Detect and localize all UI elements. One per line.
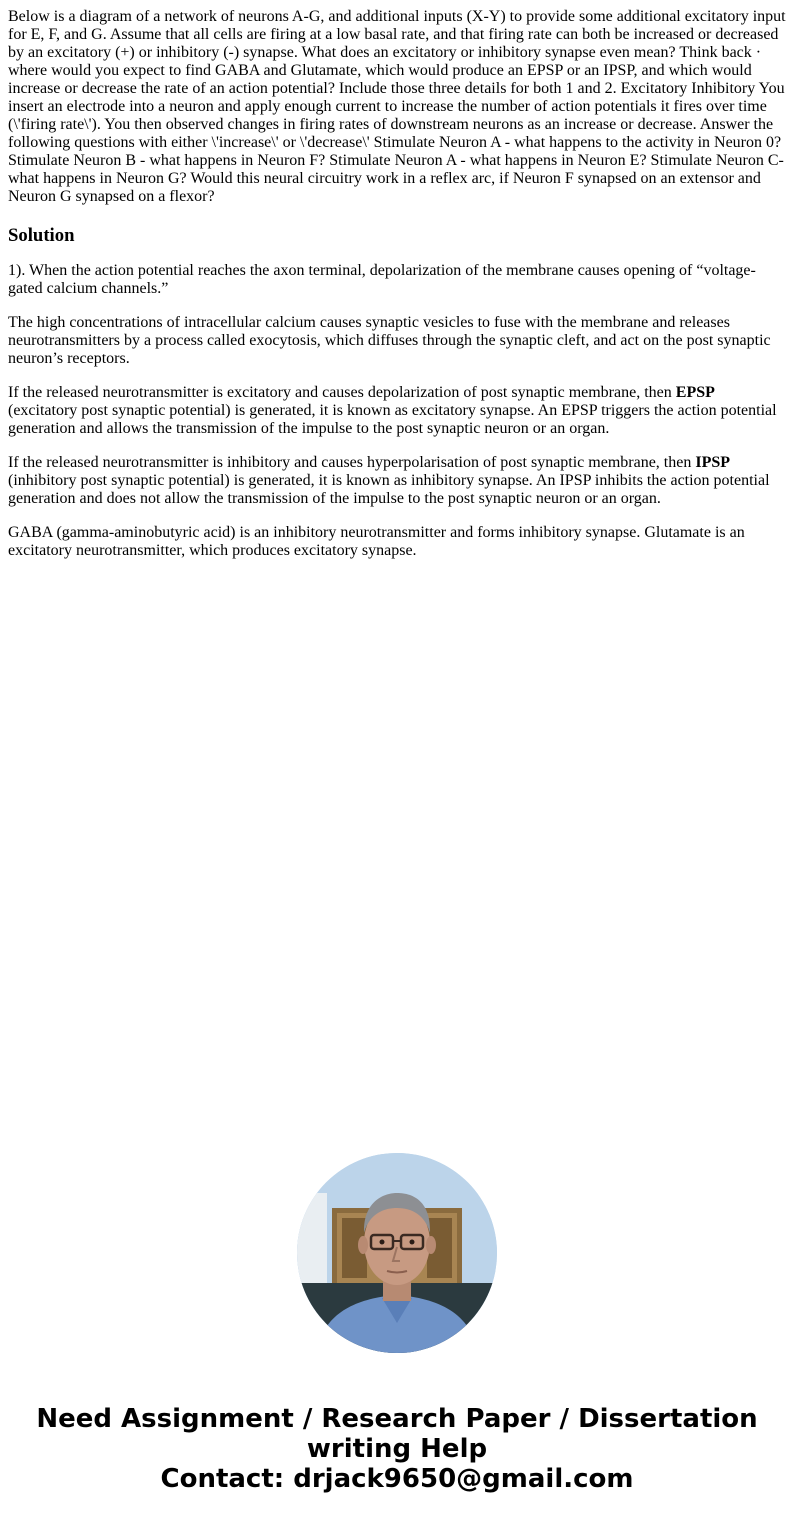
paragraph-text: (inhibitory post synaptic potential) is generated, it is known as inhibitory synapse. An IPSP inhibits the action potential generation and does not allow the transmission of the impulse to the post synaptic neuron or an organ. xyxy=(8,472,770,507)
paragraph-text: (excitatory post synaptic potential) is generated, it is known as excitatory synapse. An EPSP triggers the action potential generation and allows the transmission of the impulse to the post synaptic neuron or an organ. xyxy=(8,402,777,437)
solution-paragraph-2: The high concentrations of intracellular calcium causes synaptic vesicles to fuse with the membrane and releases neurotransmitters by a process called exocytosis, which diffuses through the synaptic cleft, and act on the post synaptic neuron’s receptors. xyxy=(8,314,771,367)
epsp-term: EPSP xyxy=(675,384,715,401)
promo-line-1: Need Assignment / Research Paper / Dissertation xyxy=(36,1404,758,1434)
tutor-portrait-icon xyxy=(297,1153,497,1353)
solution-paragraph-3 xyxy=(8,384,786,438)
ipsp-term: IPSP xyxy=(695,454,731,471)
solution-heading: Solution xyxy=(8,225,75,246)
document-body xyxy=(8,8,786,560)
solution-paragraph-4 xyxy=(8,454,786,508)
question-text: Below is a diagram of a network of neurons A-G, and additional inputs (X-Y) to provide some additional excitatory input for E, F, and G. Assume that all cells are firing at a low basal rate, and that firing rate can both be increased or decreased by an excitatory (+) or inhibitory (-) synapse. What does an excitatory or inhibitory synapse even mean? Think back · where would you expect to find GABA and Glutamate, which would produce an EPSP or an IPSP, and which would increase or decrease the rate of an action potential? Include those three details for both 1 and 2. Excitatory Inhibitory You insert an electrode into a neuron and apply enough current to increase the number of action potentials it fires over time (\'firing rate\'). You then observed changes in firing rates of downstream neurons as an increase or decrease. Answer the following questions with either \'increase\' or \'decrease\' Stimulate Neuron A - what happens to the activity in Neuron 0? Stimulate Neuron B - what happens in Neuron F? Stimulate Neuron A - what happens in Neuron E? Stimulate Neuron C- what happens in Neuron G? Would this neural circuitry work in a reflex arc, if Neuron F synapsed on an extensor and Neuron G synapsed on a flexor? xyxy=(8,8,786,205)
promo-banner xyxy=(0,1404,794,1494)
solution-paragraph-5: GABA (gamma-aminobutyric acid) is an inhibitory neurotransmitter and forms inhibitory synapse. Glutamate is an excitatory neurotransmitter, which produces excitatory synapse. xyxy=(8,524,745,559)
promo-contact: Contact: drjack9650@gmail.com xyxy=(160,1464,634,1494)
solution-paragraph-1: 1). When the action potential reaches the axon terminal, depolarization of the membrane causes opening of “voltage-gated calcium channels.” xyxy=(8,262,756,297)
paragraph-text: If the released neurotransmitter is inhibitory and causes hyperpolarisation of post synaptic membrane, then xyxy=(8,454,696,471)
paragraph-text: If the released neurotransmitter is excitatory and causes depolarization of post synaptic membrane, then xyxy=(8,384,676,401)
promo-line-2: writing Help xyxy=(306,1434,488,1464)
tutor-avatar xyxy=(297,1153,497,1353)
